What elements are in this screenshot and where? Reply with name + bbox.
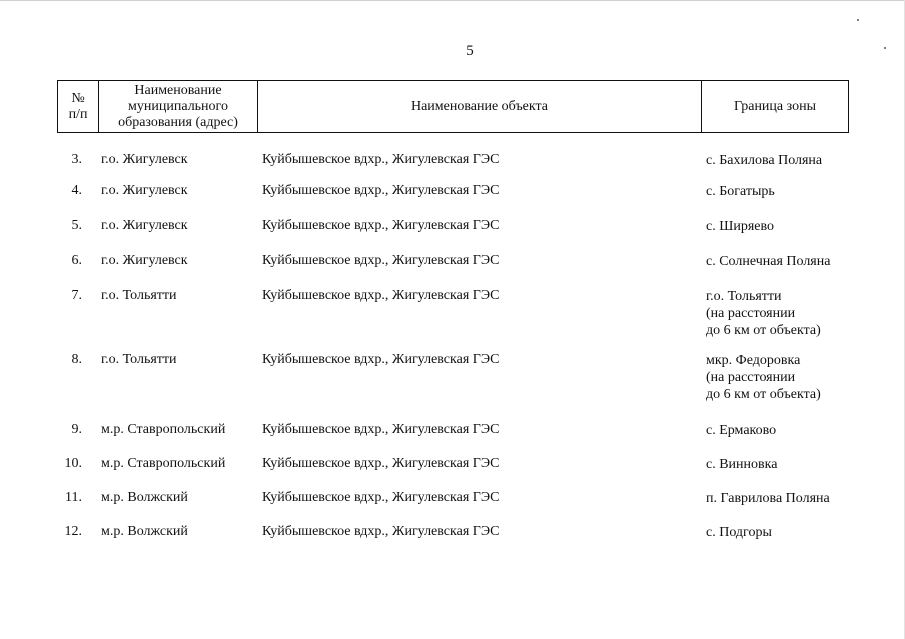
row-object: Куйбышевское вдхр., Жигулевская ГЭС: [262, 490, 500, 505]
row-zone: п. Гаврилова Поляна: [706, 491, 830, 506]
row-object: Куйбышевское вдхр., Жигулевская ГЭС: [262, 288, 500, 303]
row-municipality: г.о. Жигулевск: [101, 152, 188, 167]
row-object: Куйбышевское вдхр., Жигулевская ГЭС: [262, 183, 500, 198]
row-zone: мкр. Федоровка (на расстоянии до 6 км от объекта): [706, 353, 821, 402]
row-number: 5.: [71, 218, 82, 233]
row-municipality: м.р. Ставропольский: [101, 422, 226, 437]
row-object: Куйбышевское вдхр., Жигулевская ГЭС: [262, 253, 500, 268]
row-number: 11.: [65, 490, 82, 505]
row-number: 7.: [71, 288, 82, 303]
scan-speck: [857, 19, 859, 21]
row-zone: с. Бахилова Поляна: [706, 153, 823, 168]
row-object: Куйбышевское вдхр., Жигулевская ГЭС: [262, 456, 500, 471]
row-municipality: м.р. Волжский: [101, 524, 188, 539]
row-municipality: г.о. Тольятти: [101, 352, 177, 367]
row-municipality: г.о. Жигулевск: [101, 253, 188, 268]
row-object: Куйбышевское вдхр., Жигулевская ГЭС: [262, 524, 500, 539]
page-edge-top: [0, 0, 905, 1]
row-municipality: г.о. Жигулевск: [101, 218, 188, 233]
table-header: [57, 80, 849, 133]
header-zone: Граница зоны: [702, 81, 849, 133]
row-number: 12.: [64, 524, 82, 539]
row-number: 4.: [71, 183, 82, 198]
row-object: Куйбышевское вдхр., Жигулевская ГЭС: [262, 352, 500, 367]
row-municipality: г.о. Жигулевск: [101, 183, 188, 198]
row-number: 9.: [71, 422, 82, 437]
row-zone: с. Ермаково: [706, 423, 777, 438]
row-zone: с. Подгоры: [706, 525, 772, 540]
row-number: 3.: [71, 152, 82, 167]
row-municipality: м.р. Ставропольский: [101, 456, 226, 471]
row-number: 6.: [71, 253, 82, 268]
row-zone: с. Богатырь: [706, 184, 775, 199]
header-object: Наименование объекта: [258, 81, 702, 133]
row-municipality: м.р. Волжский: [101, 490, 188, 505]
header-num: № п/п: [58, 81, 99, 133]
page-number: 5: [466, 43, 474, 59]
row-zone: г.о. Тольятти (на расстоянии до 6 км от объекта): [706, 289, 821, 338]
header-municipality: Наименование муниципального образования (адрес): [99, 81, 258, 133]
row-zone: с. Ширяево: [706, 219, 774, 234]
row-object: Куйбышевское вдхр., Жигулевская ГЭС: [262, 218, 500, 233]
row-zone: с. Винновка: [706, 457, 778, 472]
row-number: 8.: [71, 352, 82, 367]
row-municipality: г.о. Тольятти: [101, 288, 177, 303]
row-object: Куйбышевское вдхр., Жигулевская ГЭС: [262, 422, 500, 437]
row-object: Куйбышевское вдхр., Жигулевская ГЭС: [262, 152, 500, 167]
row-zone: с. Солнечная Поляна: [706, 254, 831, 269]
row-number: 10.: [64, 456, 82, 471]
